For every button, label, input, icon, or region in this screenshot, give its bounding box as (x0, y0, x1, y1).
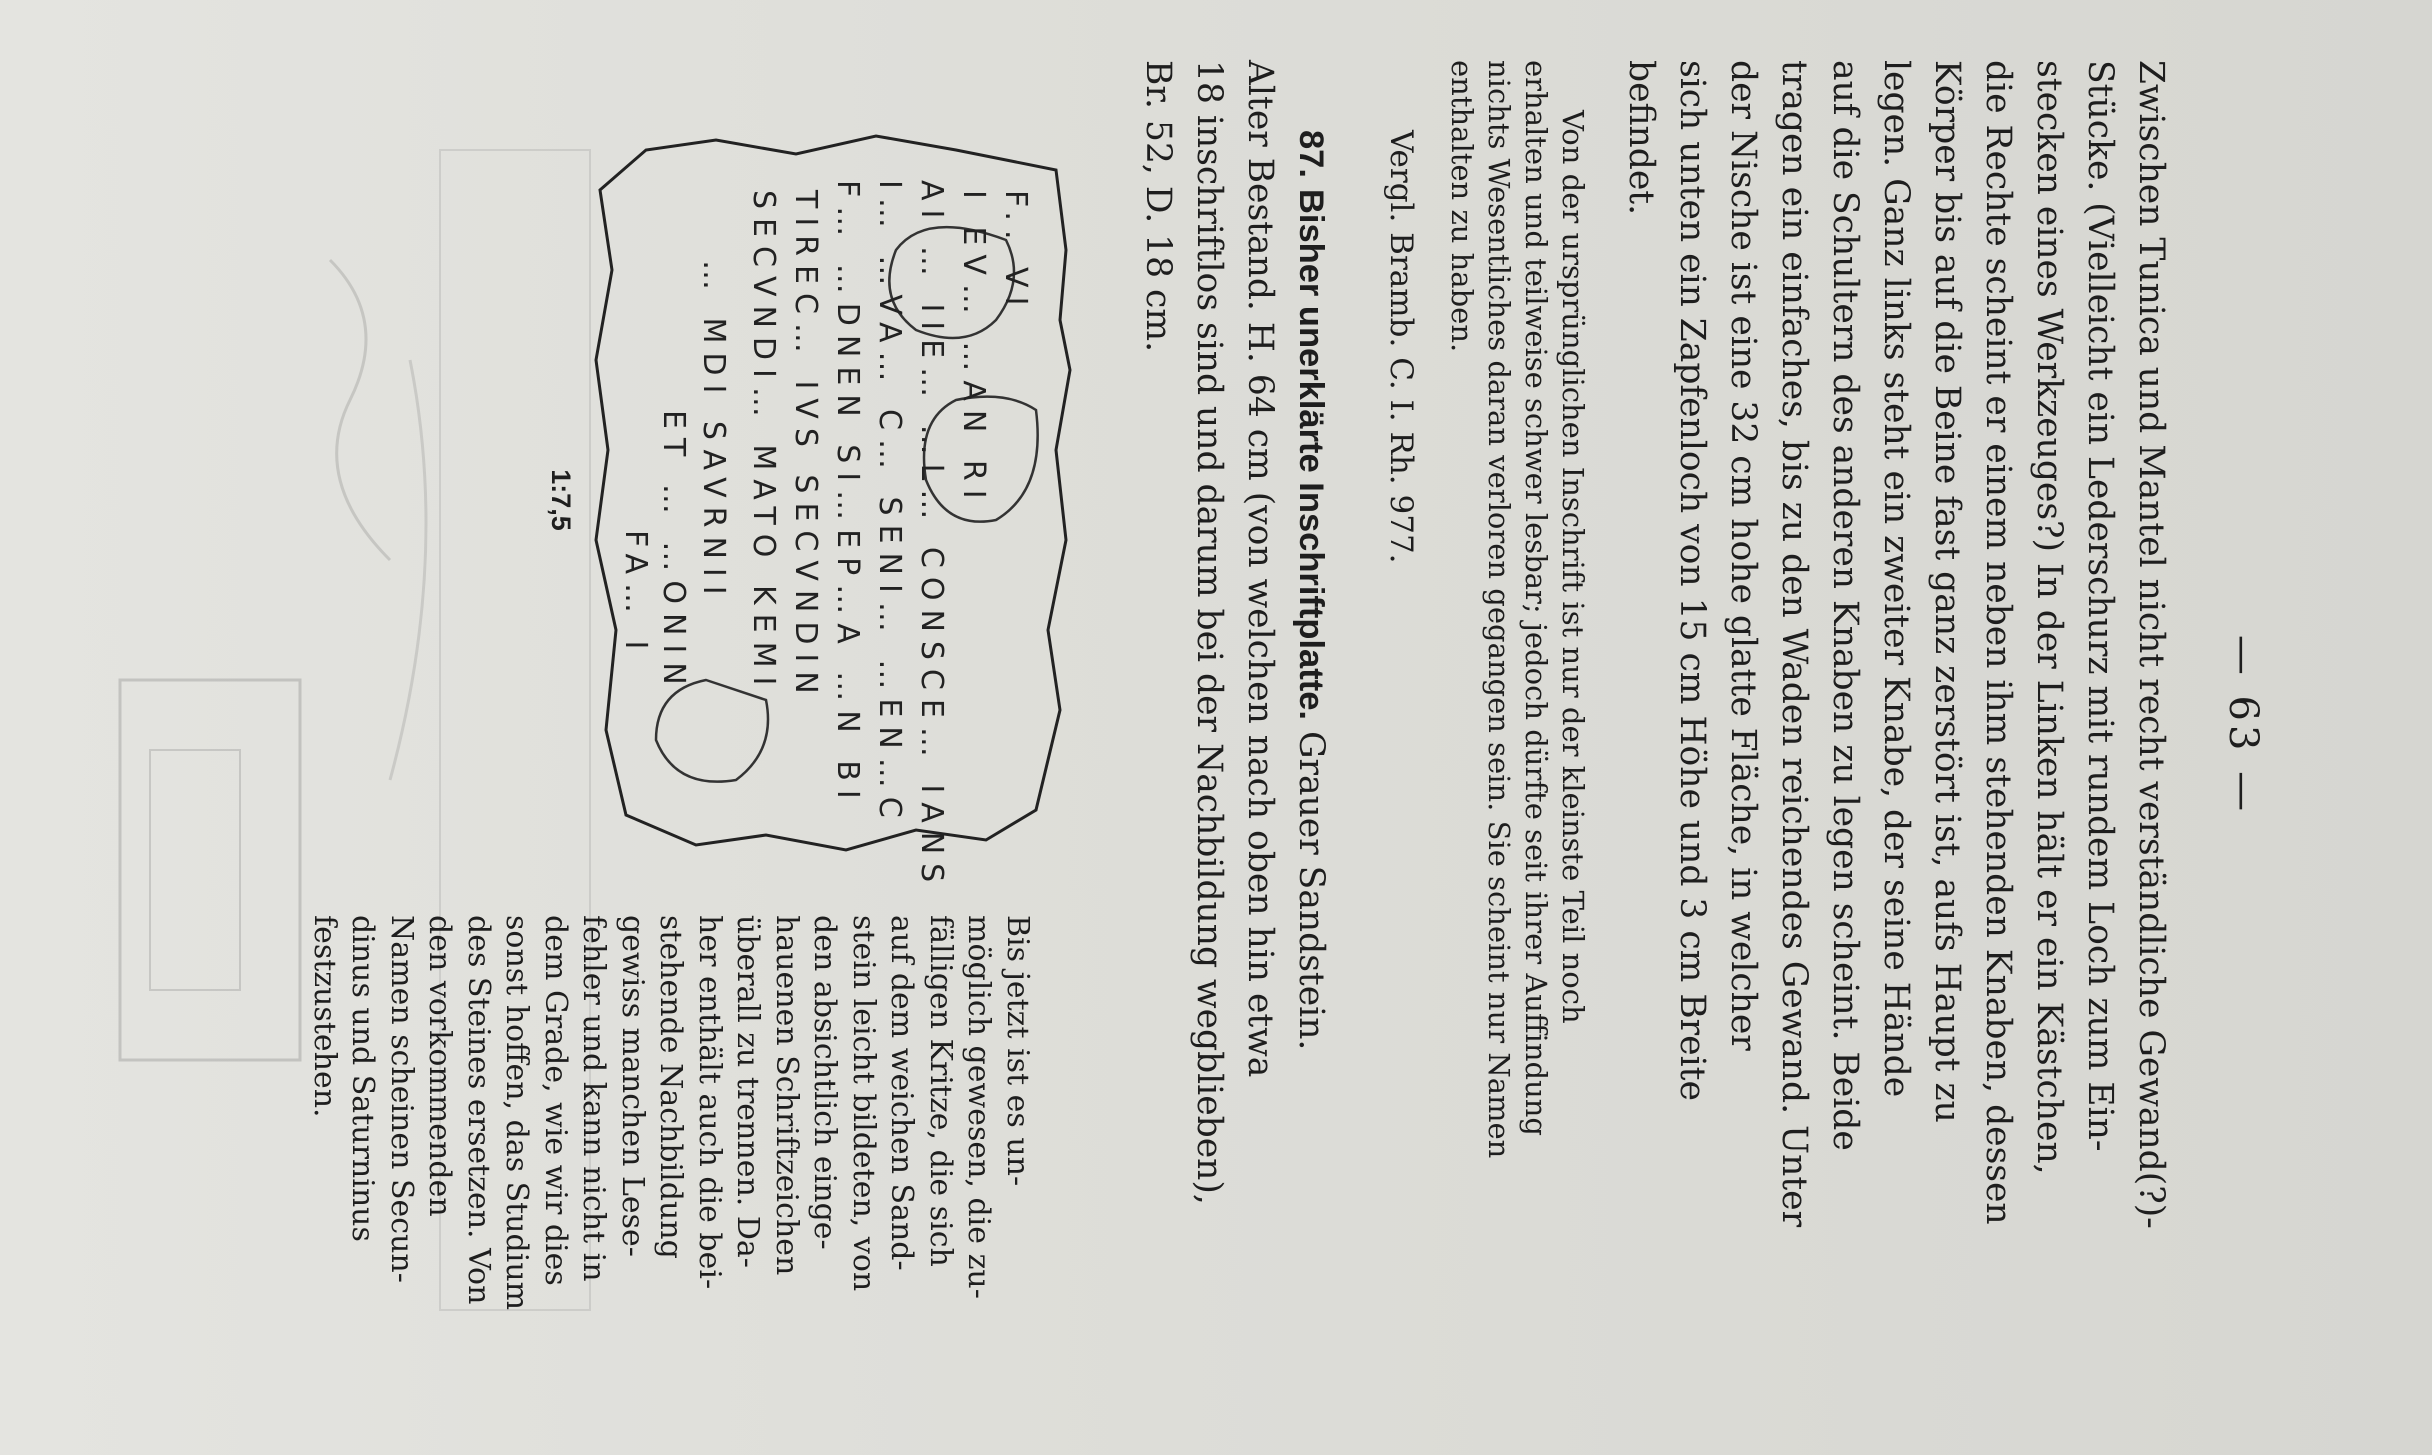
inscription-text (618, 180, 1033, 890)
inscription-line: TIREC… IVS SECVNDIN (788, 190, 823, 703)
inscription-line: FA… I (618, 530, 653, 659)
inscription-line: I EV… …AN RI (956, 190, 991, 508)
damage-outline-3 (656, 680, 768, 782)
figure-scale-caption: 1:7,5 (546, 469, 576, 531)
paragraph-description: Zwischen Tunica und Mantel nicht recht verständliche Gewand(?)- Stücke. (Vielleicht ein Lederschurz mit rundem Loch zum Ein- stecken eines Werkzeuges?) In der Linken hält er ein Kästchen, die Rechte scheint er einem neben ihm stehenden Knaben, dessen Körper bis auf die Beine fast ganz zerstört ist, aufs Haupt zu legen. Ganz links steht ein zweiter Knabe, der seine Hände auf die Schultern des anderen Knaben zu legen scheint. Beide tragen ein einfaches, bis zu den Waden reichendes Gewand. Unter der Nische ist eine 32 cm hohe glatte Fläche, in welcher sich unten ein Zapfenloch von 15 cm Höhe und 3 cm Breite befindet. (1621, 60, 2171, 1229)
inscription-line: I… …VA… C… SENI… …EN…C (872, 180, 907, 827)
inscription-line: ET … …ONIN (656, 410, 691, 694)
entry-87-paragraph (1132, 60, 1336, 1360)
inscription-note-block (1443, 60, 1591, 1360)
entry-heading: Bisher unerklärte Inschriftplatte. (1292, 188, 1330, 720)
inscription-slab-drawing (586, 110, 1096, 890)
main-text-block (1615, 60, 2176, 1360)
inscription-line: F… …DNEN SI…EP…A …N BI (830, 180, 865, 808)
entry-number: 87. (1292, 130, 1330, 178)
inscription-line: F.. VI (998, 190, 1033, 315)
page-number: — 63 — (2220, 634, 2266, 816)
inscription-line: SECVNDI… MATO KEMI (746, 190, 781, 695)
inscription-line: AI … IIE… …L… CONSCE… IANS… (914, 180, 949, 890)
entry-text: Grauer Sandstein. Alter Bestand. H. 64 cm (von welchen nach oben hin etwa 18 inschriftlos sind und darum bei der Nachbildung wegblieben), Br. 52, D. 18 cm. (1138, 60, 1331, 1205)
side-column-text: Bis jetzt ist es un- möglich gewesen, die zu- fälligen Kritze, die sich auf dem weichen Sand- stein leicht bildeten, von den absichtlich einge- hauenen Schriftzeichen überall zu trennen. Da- her enthält auch die bei- stehende Nachbildung gewiss manchen Lese- fehler und kann nicht in dem Grade, wie wir dies sonst hoffen, das Studium des Steines ersetzen. Von den vorkommenden Namen scheinen Secun- dinus und Saturninus festzustehen. (307, 915, 1035, 1311)
inscription-line: … MDI SAVRNII (696, 260, 731, 604)
reference-block (1381, 60, 1421, 1360)
rotated-book-page (236, 20, 2276, 1430)
inscription-figure (536, 110, 1096, 890)
paragraph-inscription-note: Von der ursprünglichen Inschrift ist nur der kleinste Teil noch erhalten und teilweise schwer lesbar; jedoch dürfte seit ihrer Auffindung nichts Wesentliches daran verloren gegangen sein. Sie scheint nur Namen enthalten zu haben. (1445, 60, 1590, 1159)
entry-87 (1132, 60, 1336, 1360)
reference-line: Vergl. Bramb. C. I. Rh. 977. (1383, 130, 1419, 564)
damage-outline-1 (889, 227, 1014, 338)
